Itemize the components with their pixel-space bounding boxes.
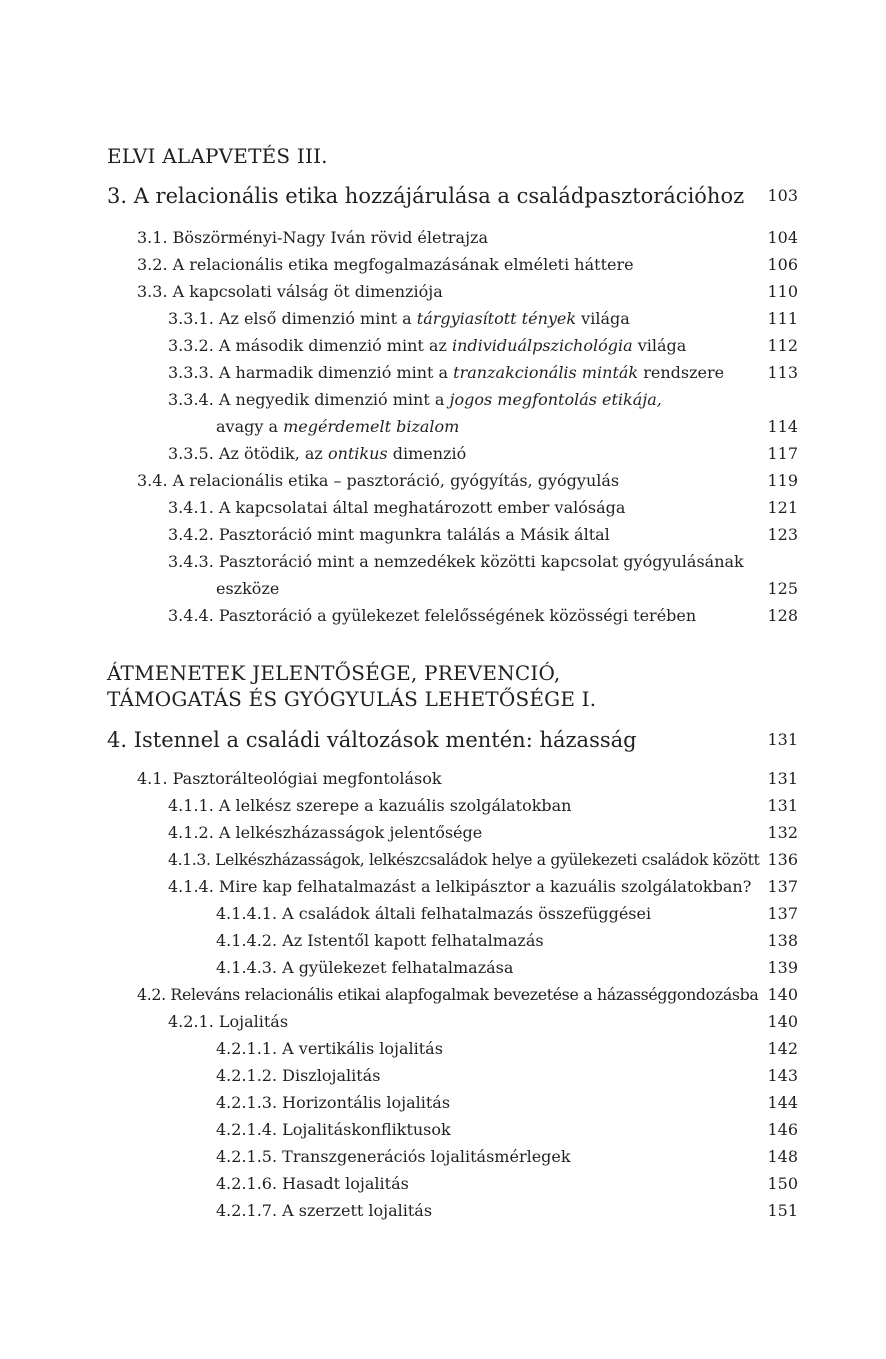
- entry-title: 3.4.1. A kapcsolatai által meghatározott ember valósága: [168, 498, 626, 517]
- entry-page: 136: [767, 850, 798, 869]
- entry-page: 143: [767, 1066, 798, 1085]
- entry-page: 104: [767, 228, 798, 247]
- chapter-4-page: 131: [767, 730, 798, 749]
- entry-title: 3.1. Böszörményi-Nagy Iván rövid életrajza: [137, 228, 488, 247]
- entry-title: 4.2.1.4. Lojalitáskonfliktusok: [216, 1120, 451, 1139]
- entry-page: 106: [767, 255, 798, 274]
- entry-title: 4.1.4.3. A gyülekezet felhatalmazása: [216, 958, 514, 977]
- entry-title: 3.3.2. A második dimenzió mint az individuálpszichológia világa: [168, 336, 687, 355]
- entry-title: 3.3. A kapcsolati válság öt dimenziója: [137, 282, 443, 301]
- entry-page: 114: [767, 417, 798, 436]
- entry-title: 3.3.1. Az első dimenzió mint a tárgyiasított tények világa: [168, 309, 630, 328]
- entry-title: 3.4.3. Pasztoráció mint a nemzedékek közötti kapcsolat gyógyulásának: [168, 552, 744, 571]
- part-heading-line-1: ÁTMENETEK JELENTŐSÉGE, PREVENCIÓ,: [107, 661, 561, 685]
- entry-page: 110: [767, 282, 798, 301]
- entry-page: 131: [767, 769, 798, 788]
- part-heading-elvi-alapvetes: ELVI ALAPVETÉS III.: [107, 144, 328, 168]
- entry-page: 111: [767, 309, 798, 328]
- entry-page: 119: [767, 471, 798, 490]
- entry-page: 117: [767, 444, 798, 463]
- entry-title: 4.2.1.1. A vertikális lojalitás: [216, 1039, 443, 1058]
- entry-title: 4.2.1.5. Transzgenerációs lojalitásmérlegek: [216, 1147, 571, 1166]
- entry-page: 138: [767, 931, 798, 950]
- entry-page: 137: [767, 877, 798, 896]
- entry-title: 4.1. Pasztorálteológiai megfontolások: [137, 769, 442, 788]
- entry-title: 4.1.2. A lelkészházasságok jelentősége: [168, 823, 483, 842]
- entry-title: 4.2.1.7. A szerzett lojalitás: [216, 1201, 433, 1220]
- entry-title: 4.1.4.2. Az Istentől kapott felhatalmazás: [216, 931, 544, 950]
- entry-page: 123: [767, 525, 798, 544]
- entry-title: 4.2.1.6. Hasadt lojalitás: [216, 1174, 409, 1193]
- entry-title: 3.3.5. Az ötödik, az ontikus dimenzió: [168, 444, 467, 463]
- entry-title: 4.1.1. A lelkész szerepe a kazuális szolgálatokban: [168, 796, 572, 815]
- entry-page: 142: [767, 1039, 798, 1058]
- entry-title: avagy a megérdemelt bizalom: [216, 417, 460, 436]
- chapter-3-title: 3. A relacionális etika hozzájárulása a családpasztorációhoz: [107, 184, 745, 208]
- entry-page: 148: [767, 1147, 798, 1166]
- entry-page: 113: [767, 363, 798, 382]
- entry-page: 132: [767, 823, 798, 842]
- entry-page: 137: [767, 904, 798, 923]
- entry-page: 150: [767, 1174, 798, 1193]
- entry-title: 3.3.3. A harmadik dimenzió mint a tranzakcionális minták rendszere: [168, 363, 725, 382]
- entry-title: 4.1.3. Lelkészházasságok, lelkészcsaládok helye a gyülekezeti családok között: [168, 850, 760, 869]
- chapter-3-page: 103: [767, 186, 798, 205]
- entry-title: 4.2. Releváns relacionális etikai alapfogalmak bevezetése a házasséggondozásba: [137, 985, 759, 1004]
- entry-title: 4.1.4. Mire kap felhatalmazást a lelkipásztor a kazuális szolgálatokban?: [168, 877, 752, 896]
- part-heading-line-2: TÁMOGATÁS ÉS GYÓGYULÁS LEHETŐSÉGE I.: [107, 687, 597, 711]
- entry-page: 112: [767, 336, 798, 355]
- entry-page: 125: [767, 579, 798, 598]
- entry-page: 128: [767, 606, 798, 625]
- chapter-4-title: 4. Istennel a családi változások mentén: házasság: [107, 728, 637, 752]
- entry-page: 139: [767, 958, 798, 977]
- part-heading-atmenetek: [107, 660, 596, 712]
- entry-title: 3.4.4. Pasztoráció a gyülekezet felelősségének közösségi terében: [168, 606, 697, 625]
- entry-page: 151: [767, 1201, 798, 1220]
- entry-page: 144: [767, 1093, 798, 1112]
- entry-title: 3.4.2. Pasztoráció mint magunkra találás a Másik által: [168, 525, 610, 544]
- entry-page: 140: [767, 985, 798, 1004]
- entry-title: 3.4. A relacionális etika – pasztoráció, gyógyítás, gyógyulás: [137, 471, 620, 490]
- entry-page: 121: [767, 498, 798, 517]
- entry-title: 4.1.4.1. A családok általi felhatalmazás összefüggései: [216, 904, 652, 923]
- entry-title: 3.2. A relacionális etika megfogalmazásának elméleti háttere: [137, 255, 634, 274]
- entry-title: 4.2.1. Lojalitás: [168, 1012, 289, 1031]
- entry-page: 140: [767, 1012, 798, 1031]
- entry-title: 4.2.1.2. Diszlojalitás: [216, 1066, 381, 1085]
- entry-title: eszköze: [216, 579, 280, 598]
- entry-title: 4.2.1.3. Horizontális lojalitás: [216, 1093, 451, 1112]
- entry-page: 146: [767, 1120, 798, 1139]
- entry-page: 131: [767, 796, 798, 815]
- entry-title: 3.3.4. A negyedik dimenzió mint a jogos megfontolás etikája,: [168, 390, 662, 409]
